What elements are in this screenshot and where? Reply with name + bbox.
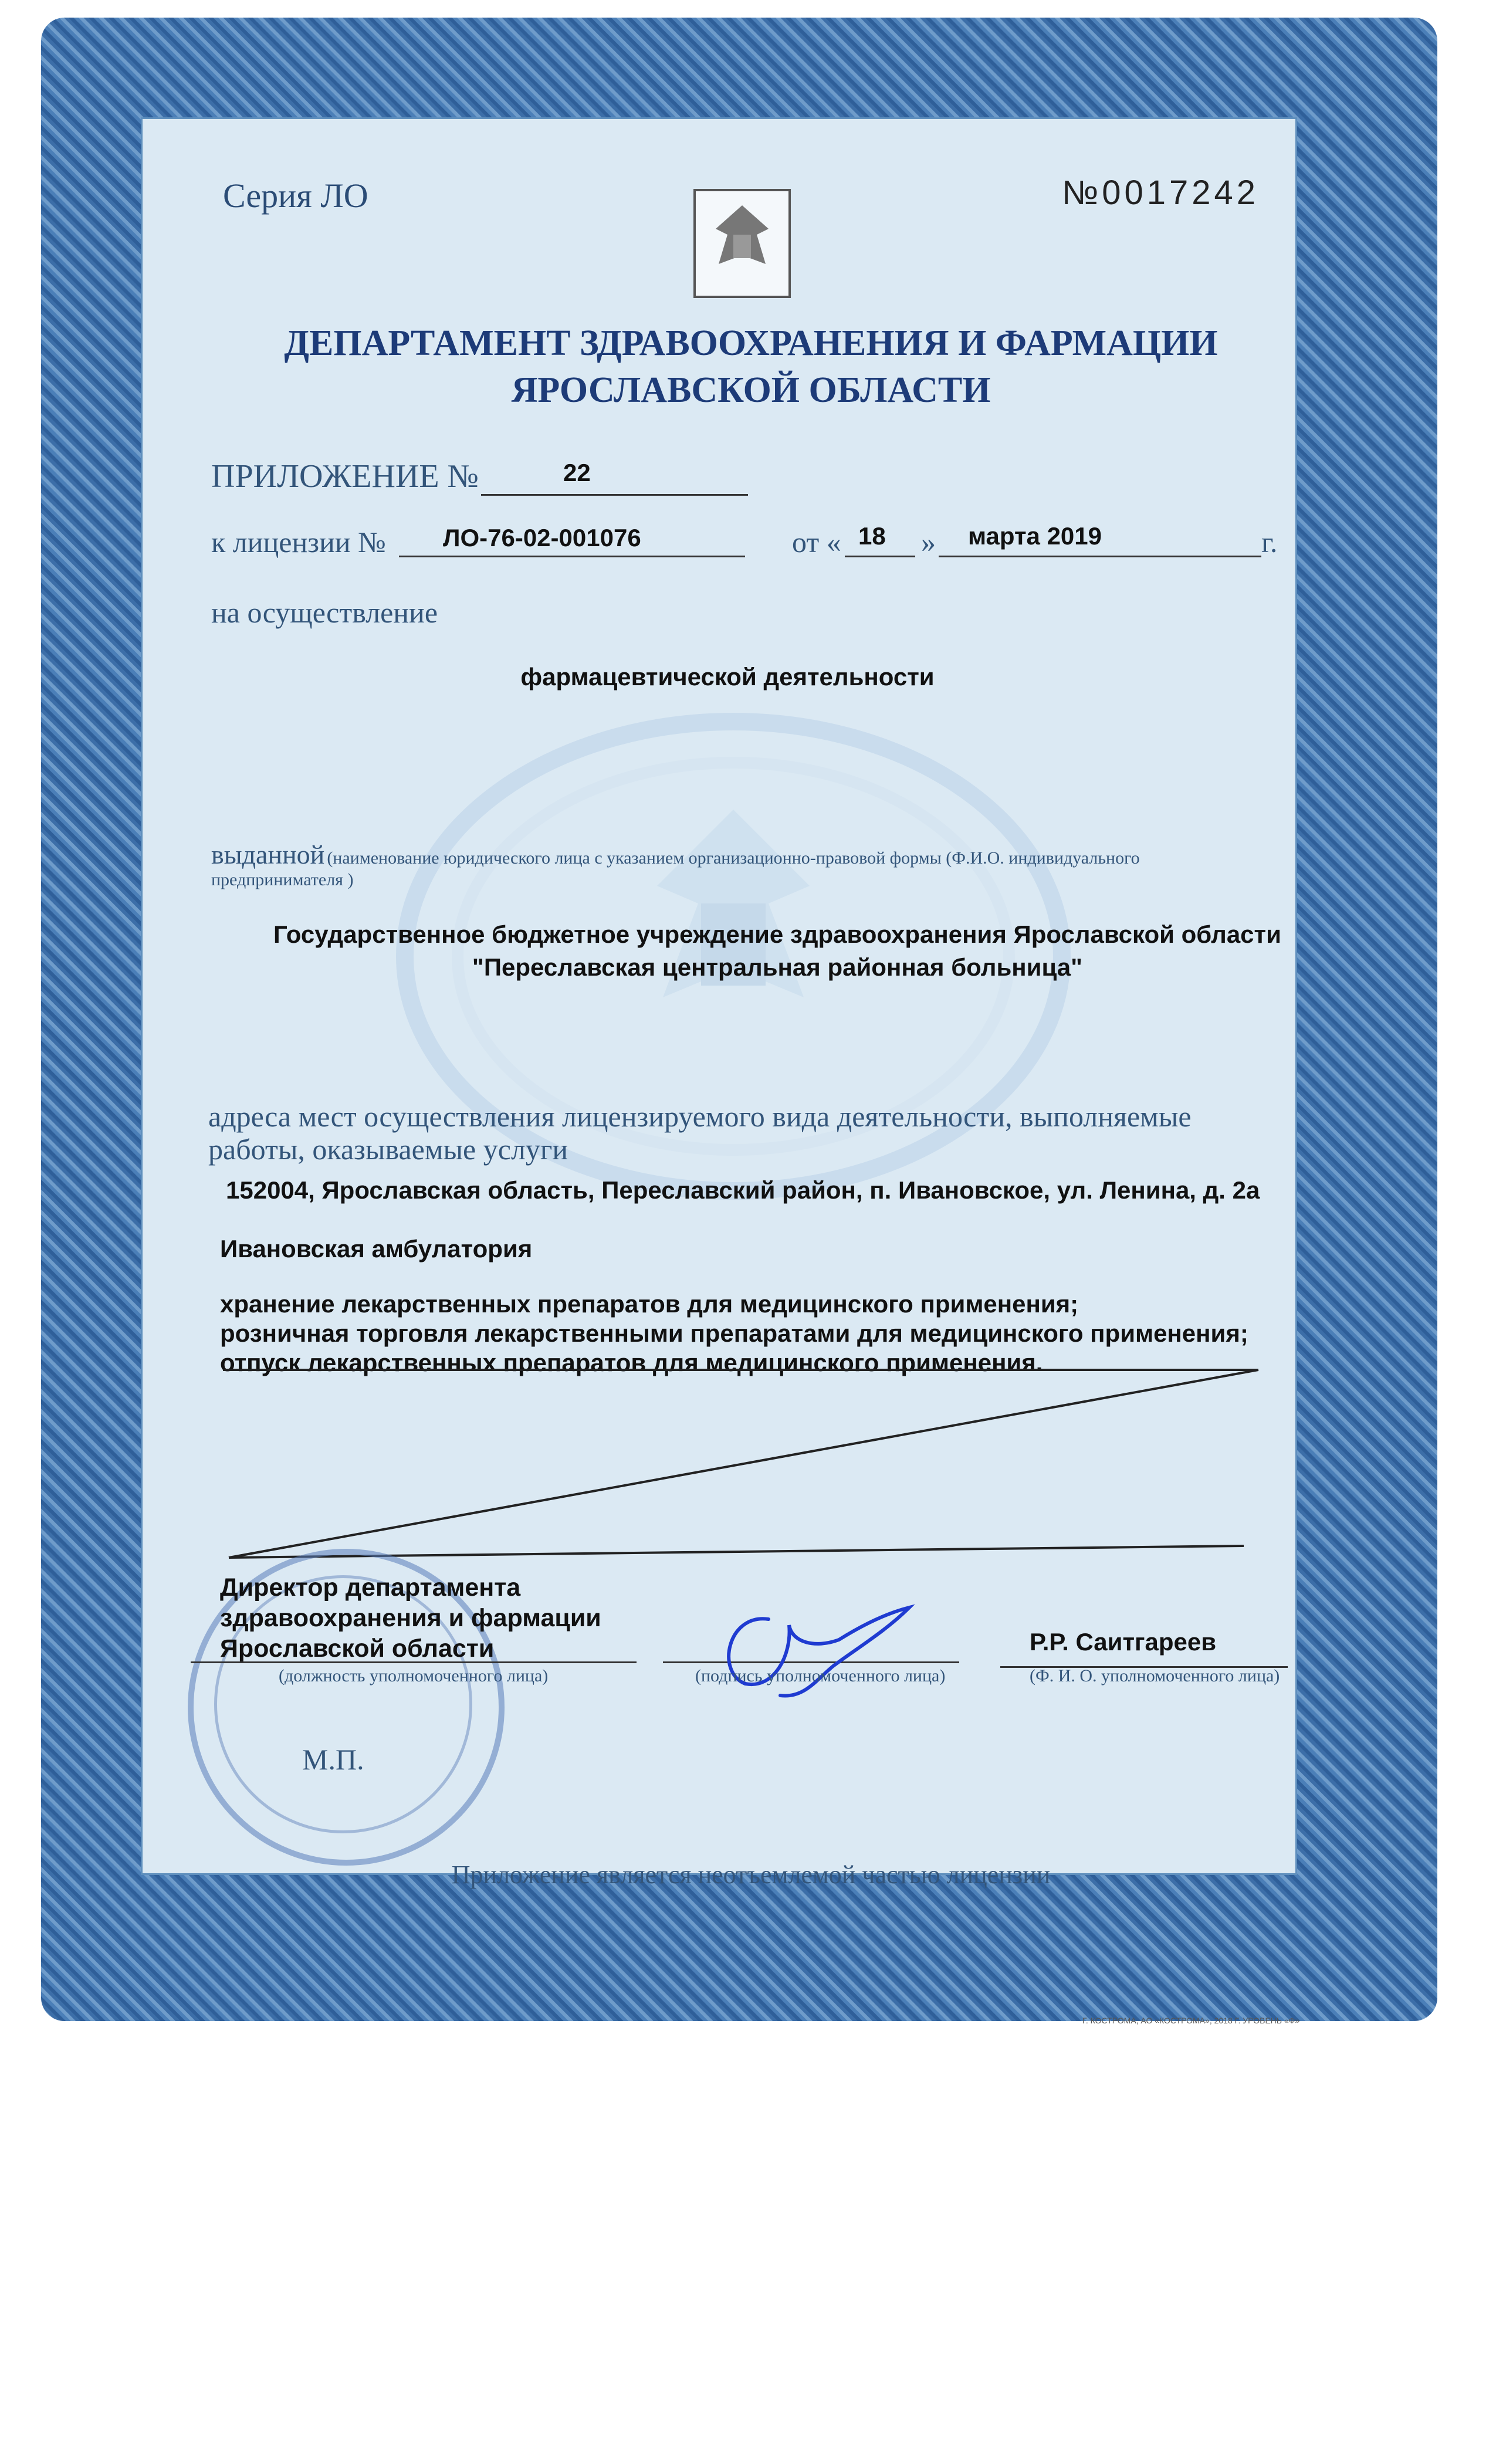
issuer-title-line2: ЯРОСЛАВСКОЙ ОБЛАСТИ — [511, 370, 991, 410]
signatory-position-line1: Директор департамента — [220, 1573, 521, 1602]
facility-name: Ивановская амбулатория — [220, 1235, 533, 1263]
document-number: №0017242 — [1062, 174, 1260, 212]
signatory-name: Р.Р. Саитгареев — [1030, 1628, 1217, 1656]
position-hint: (должность уполномоченного лица) — [279, 1666, 549, 1685]
license-year-suffix: г. — [1261, 526, 1278, 559]
license-day: 18 — [858, 522, 886, 550]
appendix-label: ПРИЛОЖЕНИЕ № — [211, 458, 479, 495]
address-text: 152004, Ярославская область, Переславский район, п. Ивановское, ул. Ленина, д. 2а — [226, 1176, 1260, 1204]
signatory-position-line2: здравоохранения и фармации — [220, 1604, 601, 1632]
addresses-label-line1: адреса мест осуществления лицензируемого вида деятельности, выполняемые — [208, 1100, 1192, 1133]
appendix-number: 22 — [563, 459, 591, 486]
license-from-label: от « — [792, 526, 841, 559]
issued-hint-line2: предпринимателя ) — [211, 870, 354, 889]
signatory-position-line3: Ярославской области — [220, 1634, 495, 1663]
service-item: розничная торговля лекарственными препаратами для медицинского применения; — [220, 1319, 1248, 1347]
license-quote-close: » — [921, 526, 936, 559]
handwritten-signature — [692, 1584, 939, 1707]
issued-hint-line1: (наименование юридического лица с указанием организационно-правовой формы (Ф.И.О. индивидуального — [327, 848, 1140, 868]
service-item: отпуск лекарственных препаратов для медицинского применения. — [220, 1349, 1043, 1376]
license-date: марта 2019 — [968, 522, 1102, 550]
activity-type: фармацевтической деятельности — [520, 663, 935, 691]
license-label: к лицензии № — [211, 526, 386, 559]
issuer-title-line1: ДЕПАРТАМЕНТ ЗДРАВООХРАНЕНИЯ И ФАРМАЦИИ — [284, 323, 1218, 363]
activity-label: на осуществление — [211, 596, 438, 629]
name-hint: (Ф. И. О. уполномоченного лица) — [1030, 1666, 1280, 1685]
issued-label-text: выданной — [211, 840, 325, 869]
series-label: Серия ЛО — [223, 177, 368, 215]
organization-line1: Государственное бюджетное учреждение здравоохранения Ярославской области — [273, 920, 1281, 948]
printer-info: Г. КОСТРОМА, АО «КОСТРОМА», 2018 Г. УРОВЕНЬ «Ф» — [1082, 2016, 1300, 2025]
footer-note: Приложение является неотъемлемой частью лицензии — [451, 1860, 1051, 1889]
license-number: ЛО-76-02-001076 — [443, 524, 641, 551]
signature-hint: (подпись уполномоченного лица) — [695, 1666, 946, 1685]
stamp-place-label: М.П. — [302, 1743, 364, 1776]
addresses-label-line2: работы, оказываемые услуги — [208, 1133, 568, 1166]
organization-line2: "Переславская центральная районная больница" — [472, 953, 1083, 981]
service-item: хранение лекарственных препаратов для медицинского применения; — [220, 1290, 1079, 1318]
